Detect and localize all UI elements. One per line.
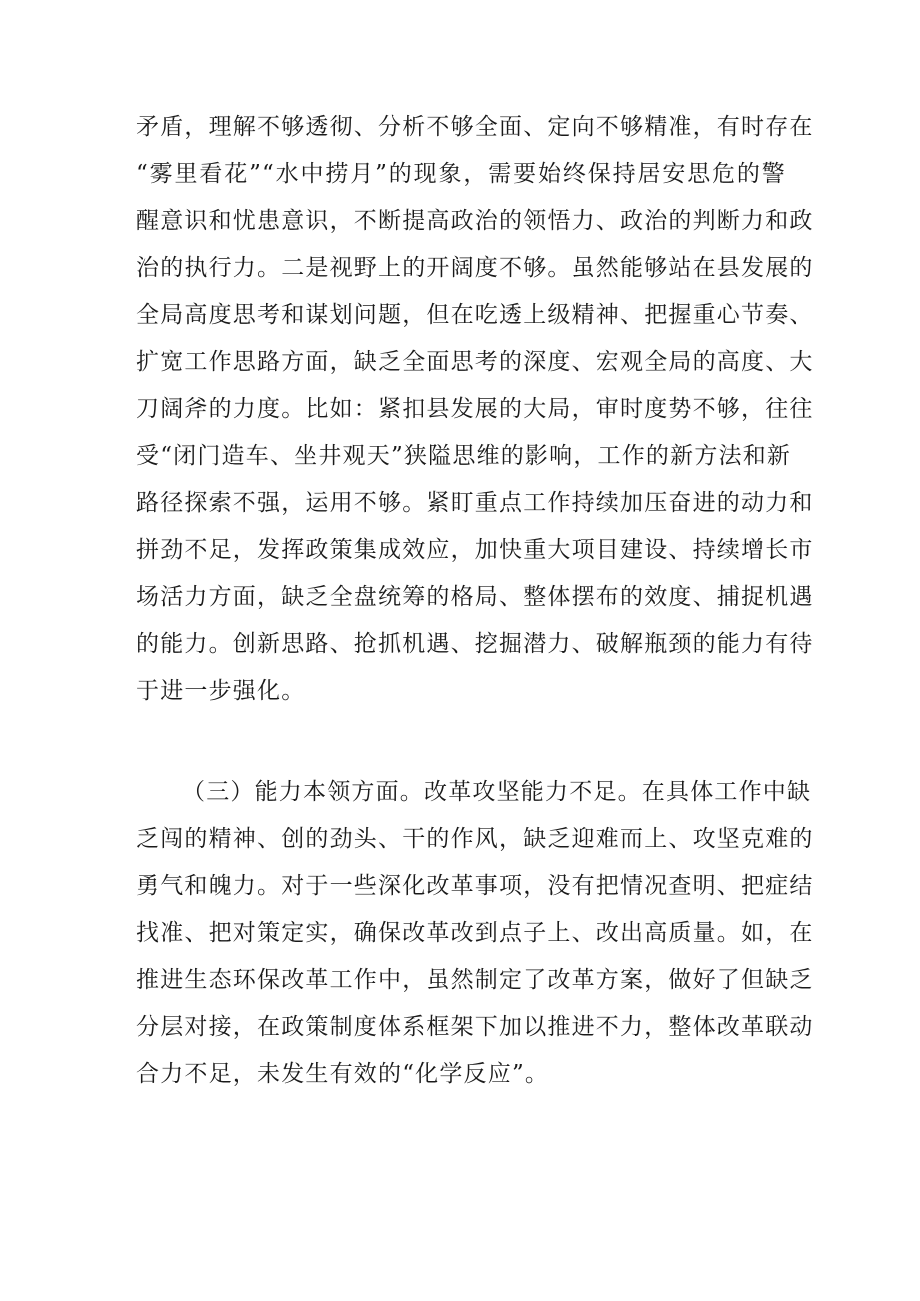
text-line: 的能力。创新思路、抢抓机遇、挖掘潜力、破解瓶颈的能力有待 — [136, 631, 814, 657]
text-line: （三）能力本领方面。改革攻坚能力不足。在具体工作中缺 — [182, 779, 812, 805]
text-line: 扩宽工作思路方面，缺乏全面思考的深度、宏观全局的高度、大 — [136, 349, 814, 375]
text-line: “雾里看花”“水中捞月”的现象，需要始终保持居安思危的警 — [136, 161, 786, 187]
text-line: 拼劲不足，发挥政策集成效应，加快重大项目建设、持续增长市 — [136, 537, 814, 563]
text-line: 矛盾，理解不够透彻、分析不够全面、定向不够精准，有时存在 — [136, 114, 814, 140]
text-line: 刀阔斧的力度。比如：紧扣县发展的大局，审时度势不够，往往 — [136, 396, 814, 422]
text-line: 路径探索不强，运用不够。紧盯重点工作持续加压奋进的动力和 — [136, 490, 814, 516]
text-line: 场活力方面，缺乏全盘统筹的格局、整体摆布的效度、捕捉机遇 — [136, 584, 814, 610]
text-line: 治的执行力。二是视野上的开阔度不够。虽然能够站在县发展的 — [136, 255, 814, 281]
text-line: 推进生态环保改革工作中，虽然制定了改革方案，做好了但缺乏 — [136, 967, 814, 993]
text-line: 分层对接，在政策制度体系框架下加以推进不力，整体改革联动 — [136, 1014, 814, 1040]
text-line: 勇气和魄力。对于一些深化改革事项，没有把情况查明、把症结 — [136, 873, 814, 899]
text-line: 找准、把对策定实，确保改革改到点子上、改出高质量。如，在 — [136, 920, 814, 946]
text-line: 全局高度思考和谋划问题，但在吃透上级精神、把握重心节奏、 — [136, 302, 814, 328]
text-line: 合力不足，未发生有效的“化学反应”。 — [136, 1061, 550, 1087]
text-line: 醒意识和忧患意识，不断提高政治的领悟力、政治的判断力和政 — [136, 208, 814, 234]
text-line: 于进一步强化。 — [136, 678, 306, 704]
text-line: 受“闭门造车、坐井观天”狭隘思维的影响，工作的新方法和新 — [136, 443, 792, 469]
text-line: 乏闯的精神、创的劲头、干的作风，缺乏迎难而上、攻坚克难的 — [136, 826, 814, 852]
